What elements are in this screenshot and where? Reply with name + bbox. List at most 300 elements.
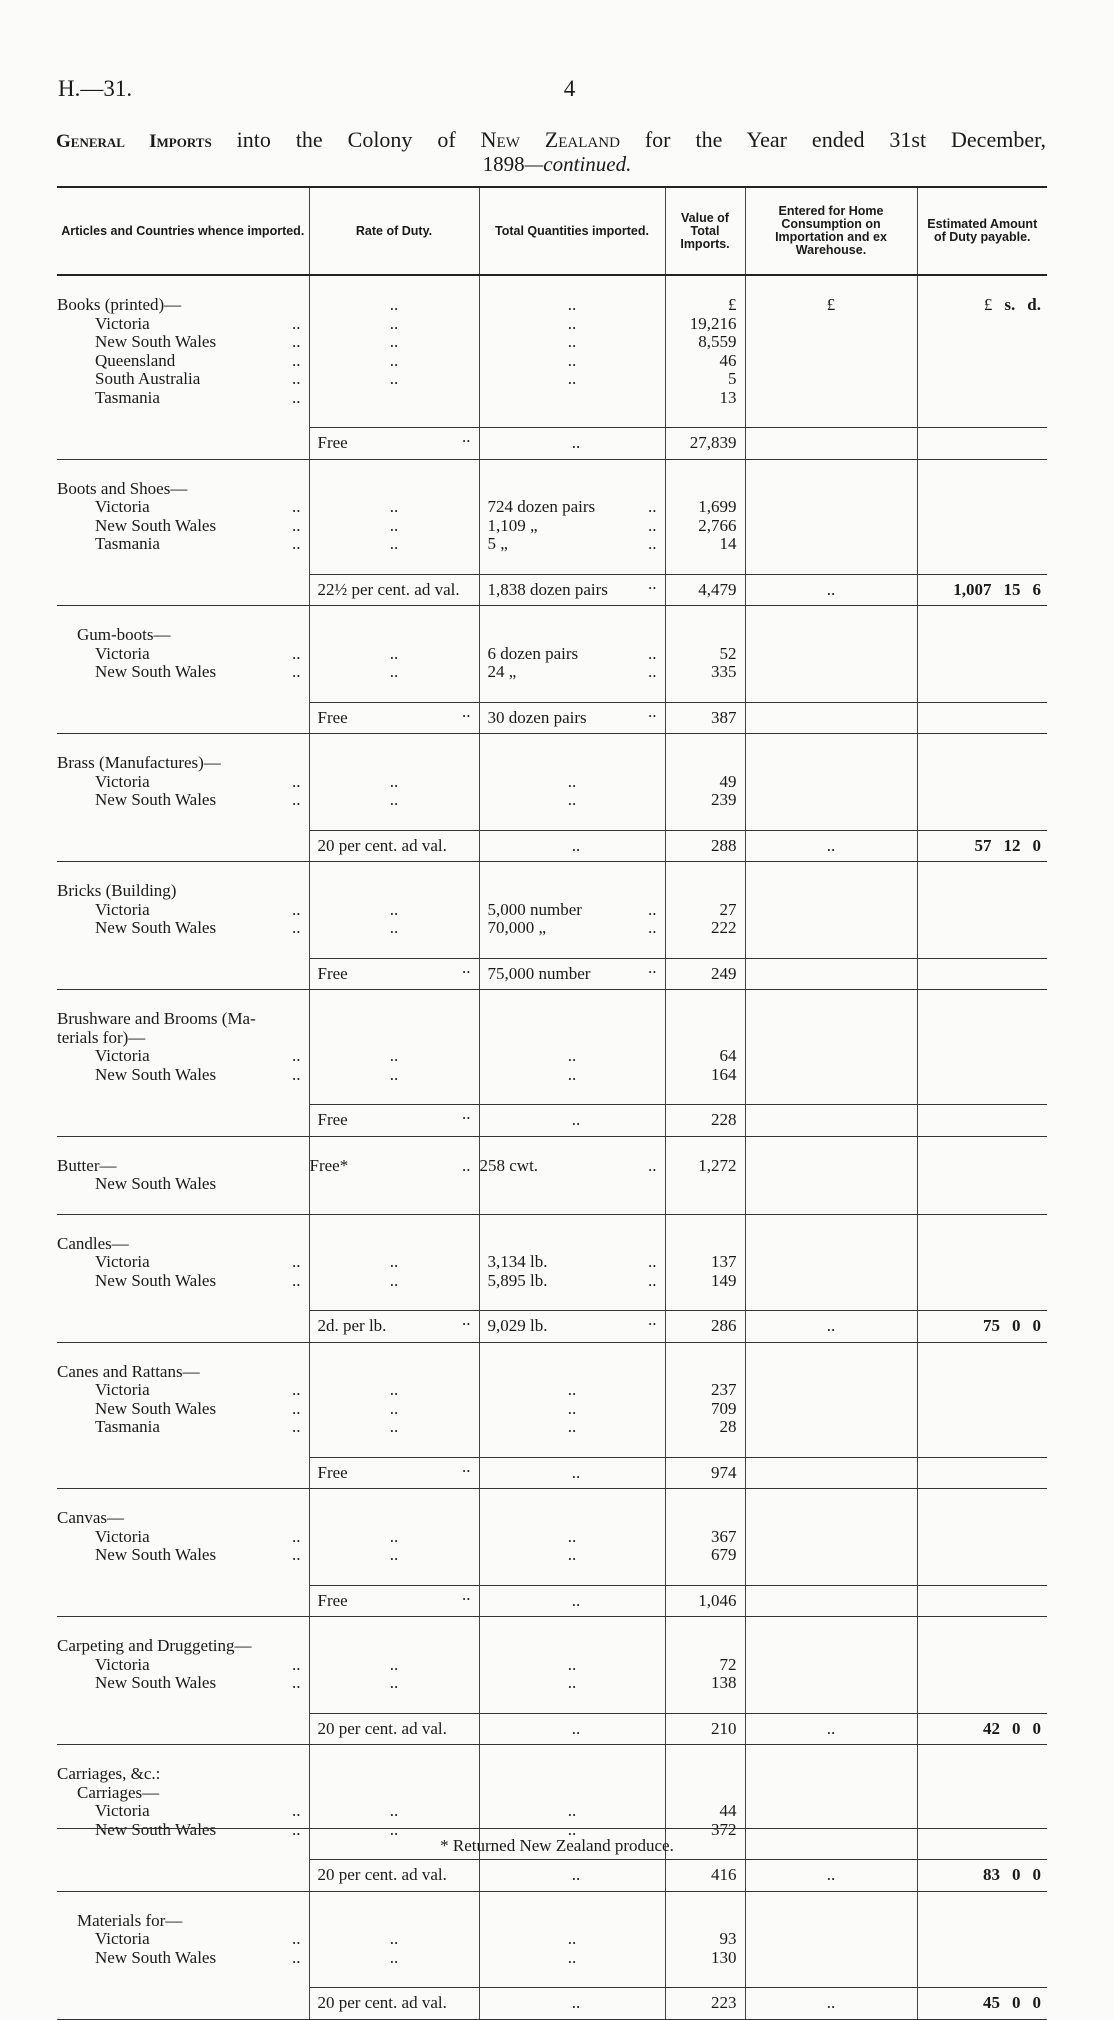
- import-value: 164: [711, 1065, 737, 1084]
- spacer: [918, 791, 1048, 810]
- spacer: [480, 1343, 665, 1363]
- article-heading: Books (printed)—: [57, 296, 182, 314]
- spacer: [310, 810, 479, 830]
- total-value-cell: [665, 1311, 745, 1343]
- rate-text: Free: [317, 1110, 348, 1129]
- spacer: [746, 1892, 917, 1912]
- total-rate-cell: [309, 1585, 479, 1617]
- country-text: Tasmania: [95, 1418, 160, 1436]
- spacer: [666, 1765, 745, 1784]
- spacer: [666, 1235, 745, 1254]
- spacer: [746, 773, 917, 792]
- spacer: [746, 1047, 917, 1066]
- country-text: Tasmania: [95, 535, 160, 553]
- spacer: [666, 734, 745, 754]
- country-text: New South Wales: [95, 333, 217, 351]
- rate-text: 22½ per cent. ad val.: [317, 579, 460, 599]
- rate-cell: [309, 459, 479, 574]
- spacer: [480, 1010, 665, 1029]
- article-heading: Candles—: [57, 1234, 129, 1253]
- total-quantity: ..: [571, 1590, 581, 1610]
- section-row: [57, 734, 1047, 831]
- spacer: [57, 1693, 309, 1713]
- page-number: 4: [563, 76, 576, 101]
- total-value: 210: [711, 1718, 737, 1738]
- articles-cell: [57, 862, 309, 959]
- total-entered-cell: [745, 1457, 917, 1489]
- duty-part: 0: [1012, 1993, 1021, 2012]
- rate-dots: ..: [389, 351, 399, 370]
- leader-dots: ..: [462, 958, 471, 977]
- spacer: [310, 480, 479, 499]
- leader-dots: ..: [292, 1065, 301, 1084]
- spacer: [746, 938, 917, 958]
- leader-dots: ..: [648, 1271, 657, 1290]
- entered-cell: [745, 1214, 917, 1311]
- quantity-dots: ..: [567, 1527, 577, 1546]
- spacer: [480, 1745, 665, 1765]
- country-text: Queensland: [95, 351, 176, 370]
- spacer: [57, 554, 309, 574]
- duty-cell: [917, 606, 1047, 703]
- country-name: [57, 791, 309, 810]
- spacer: [918, 1047, 1048, 1066]
- import-value: 44: [719, 1802, 737, 1820]
- rate-dots: ..: [389, 1655, 399, 1674]
- leader-dots: ..: [292, 919, 301, 937]
- total-quantity-cell: [479, 958, 665, 990]
- spacer: [918, 626, 1048, 645]
- quantity-cell: [479, 459, 665, 574]
- duty-cell: [917, 1489, 1047, 1586]
- import-value: 335: [711, 663, 737, 681]
- value-cell: [665, 1891, 745, 1988]
- rate-cell: [309, 734, 479, 831]
- entered-cell: [745, 862, 917, 959]
- articles-cell: [57, 428, 309, 460]
- country-text: Victoria: [95, 1253, 150, 1271]
- leader-dots: ..: [292, 1253, 301, 1271]
- total-value-cell: [665, 1457, 745, 1489]
- spacer: [57, 407, 309, 427]
- spacer: [310, 389, 479, 409]
- spacer: [746, 1674, 917, 1693]
- total-entered: ..: [826, 1865, 836, 1884]
- spacer: [310, 754, 479, 773]
- spacer: [310, 1784, 479, 1803]
- rate-value: [310, 1157, 479, 1176]
- leader-dots: ..: [648, 919, 657, 937]
- articles-cell: [57, 734, 309, 831]
- rate-cell: [309, 1617, 479, 1714]
- spacer: [746, 1084, 917, 1104]
- total-rate-cell: [309, 1988, 479, 2020]
- spacer: [310, 1029, 479, 1048]
- quantity-value: [480, 535, 665, 554]
- currency-symbol: £: [826, 296, 836, 314]
- spacer: [918, 1674, 1048, 1693]
- quantity-text: 70,000 „: [487, 919, 547, 937]
- spacer: [918, 1137, 1048, 1157]
- country-name: [57, 1400, 309, 1419]
- total-quantity-cell: [479, 830, 665, 862]
- spacer: [57, 682, 309, 702]
- spacer: [666, 1029, 745, 1048]
- import-value: 138: [711, 1674, 737, 1692]
- section-row: [57, 1891, 1047, 1988]
- spacer: [746, 333, 917, 352]
- spacer: [310, 882, 479, 901]
- rate-dots: ..: [389, 772, 399, 791]
- article-heading: Canvas—: [57, 1509, 125, 1527]
- total-duty: [918, 575, 1048, 606]
- spacer: [918, 1084, 1048, 1104]
- import-value: 149: [711, 1271, 737, 1290]
- country-text: Victoria: [95, 1527, 150, 1546]
- leader-dots: ..: [292, 1820, 301, 1839]
- spacer: [666, 1175, 745, 1195]
- total-value: 286: [711, 1316, 737, 1335]
- total-duty: [918, 1311, 1048, 1342]
- value-cell: [665, 1214, 745, 1311]
- rate-dots: ..: [389, 1271, 399, 1290]
- spacer: [918, 919, 1048, 938]
- duty-cell: [917, 1891, 1047, 1988]
- section-total-row: [57, 574, 1047, 606]
- spacer: [666, 882, 745, 901]
- spacer: [918, 1253, 1048, 1272]
- spacer: [480, 1892, 665, 1912]
- total-value-cell: [665, 1860, 745, 1892]
- country-name: [57, 1546, 309, 1565]
- spacer: [480, 1765, 665, 1784]
- country-name: [57, 1674, 309, 1693]
- total-rate-cell: [309, 1311, 479, 1343]
- spacer: [746, 791, 917, 810]
- spacer: [57, 1137, 309, 1157]
- total-value-cell: [665, 958, 745, 990]
- spacer: [746, 460, 917, 480]
- leader-dots: ..: [648, 498, 657, 516]
- quantity-text: 258 cwt.: [479, 1156, 539, 1175]
- section-total-row: [57, 1457, 1047, 1489]
- spacer: [310, 1967, 479, 1987]
- spacer: [918, 734, 1048, 754]
- total-quantity-cell: [479, 1311, 665, 1343]
- spacer: [57, 1084, 309, 1104]
- total-entered-cell: [745, 958, 917, 990]
- total-duty-cell: [917, 428, 1047, 460]
- country-text: Victoria: [95, 644, 150, 663]
- articles-cell: [57, 1617, 309, 1714]
- quantity-dots: ..: [567, 1047, 577, 1065]
- spacer: [746, 480, 917, 499]
- spacer: [746, 1930, 917, 1949]
- country-text: South Australia: [95, 370, 201, 388]
- rate-text: 20 per cent. ad val.: [317, 1718, 447, 1738]
- country-text: Victoria: [95, 1655, 150, 1674]
- total-duty: [918, 703, 1048, 734]
- country-text: New South Wales: [95, 1546, 217, 1564]
- quantity-dots: ..: [567, 1802, 577, 1820]
- spacer: [746, 1565, 917, 1585]
- duty-part: 83: [983, 1865, 1000, 1884]
- leader-dots: ..: [292, 314, 301, 333]
- articles-cell: [57, 1105, 309, 1137]
- import-value: 709: [711, 1399, 737, 1418]
- value-cell: [665, 862, 745, 959]
- spacer: [310, 734, 479, 754]
- total-duty: [918, 959, 1048, 990]
- total-rate: [310, 831, 479, 862]
- country-text: New South Wales: [95, 1399, 217, 1418]
- spacer: [57, 1745, 309, 1765]
- col-header-articles: Articles and Countries whence imported.: [57, 187, 309, 275]
- spacer: [918, 1343, 1048, 1363]
- articles-cell: [57, 1214, 309, 1311]
- rate-text: Free: [317, 1590, 348, 1610]
- spacer: [57, 830, 309, 849]
- spacer: [666, 460, 745, 480]
- section-row: [57, 1136, 1047, 1214]
- quantity-dots: ..: [567, 772, 577, 791]
- entered-cell: [745, 606, 917, 703]
- section-row: [57, 990, 1047, 1105]
- country-name: [57, 1949, 309, 1968]
- articles-cell: [57, 574, 309, 606]
- country-text: New South Wales: [95, 516, 217, 535]
- country-name: New South Wales: [95, 1175, 217, 1193]
- quantity-dots: ..: [567, 1065, 577, 1084]
- spacer: [57, 428, 309, 447]
- spacer: [746, 990, 917, 1010]
- spacer: [666, 1363, 745, 1382]
- spacer: [918, 606, 1048, 626]
- spacer: [310, 606, 479, 626]
- spacer: [918, 1784, 1048, 1803]
- duty-part: 42: [983, 1718, 1000, 1738]
- spacer: [746, 1765, 917, 1784]
- articles-cell: [57, 1713, 309, 1745]
- total-value-cell: [665, 1105, 745, 1137]
- total-quantity-cell: [479, 428, 665, 460]
- spacer: [666, 554, 745, 574]
- spacer: [746, 754, 917, 773]
- spacer: [918, 1029, 1048, 1048]
- country-name: [57, 1930, 309, 1949]
- total-value-cell: [665, 1988, 745, 2020]
- total-entered-cell: [745, 702, 917, 734]
- entered-cell: [745, 734, 917, 831]
- quantity-cell: [479, 1214, 665, 1311]
- spacer: [918, 645, 1048, 664]
- import-value: 52: [719, 644, 737, 663]
- spacer: [57, 1489, 309, 1509]
- leader-dots: ..: [462, 1105, 471, 1123]
- spacer: [918, 498, 1048, 517]
- leader-dots: ..: [292, 772, 301, 791]
- import-value: 8,559: [698, 333, 737, 351]
- articles-cell: [57, 702, 309, 734]
- section-row: [57, 459, 1047, 574]
- total-rate-cell: [309, 1860, 479, 1892]
- spacer: [918, 990, 1048, 1010]
- spacer: [310, 1363, 479, 1382]
- country-text: New South Wales: [95, 1065, 217, 1084]
- rate-dots: ..: [389, 1930, 399, 1948]
- rate-text: Free: [317, 433, 348, 452]
- leader-dots: ..: [292, 535, 301, 553]
- spacer: [480, 1617, 665, 1637]
- rate-cell: [309, 862, 479, 959]
- section-total-row: [57, 1105, 1047, 1137]
- col-header-duty: Estimated Amount of Duty payable.: [917, 187, 1047, 275]
- country-text: New South Wales: [95, 1271, 217, 1290]
- spacer: [746, 1967, 917, 1987]
- spacer: [918, 1565, 1048, 1585]
- total-quantity: ..: [571, 1993, 581, 2012]
- spacer: [480, 1637, 665, 1656]
- total-quantity: [480, 575, 665, 606]
- total-value: 228: [711, 1110, 737, 1129]
- spacer: [918, 1745, 1048, 1765]
- duty-cell: [917, 459, 1047, 574]
- spacer: [480, 1437, 665, 1457]
- quantity-cell: [479, 1489, 665, 1586]
- duty-cell: [917, 275, 1047, 428]
- duty-part: 0: [1012, 1316, 1021, 1335]
- entered-cell: [745, 275, 917, 428]
- country-text: Victoria: [95, 1930, 150, 1948]
- leader-dots: ..: [462, 1585, 471, 1604]
- country-name: [57, 645, 309, 664]
- spacer: [666, 1892, 745, 1912]
- spacer: [57, 1311, 309, 1330]
- value-cell: [665, 990, 745, 1105]
- spacer: [310, 1892, 479, 1912]
- duty-cell: [917, 1214, 1047, 1311]
- footnote: * Returned New Zealand produce.: [440, 1836, 674, 1855]
- articles-cell: [57, 1988, 309, 2020]
- country-name: [57, 1272, 309, 1291]
- total-duty-cell: [917, 1860, 1047, 1892]
- spacer: [746, 1745, 917, 1765]
- total-entered: ..: [826, 579, 836, 599]
- total-duty-cell: [917, 574, 1047, 606]
- duty-cell: [917, 1136, 1047, 1214]
- spacer: [57, 1437, 309, 1457]
- spacer: [480, 389, 665, 409]
- spacer: [310, 1235, 479, 1254]
- import-value: 239: [711, 791, 737, 809]
- country-name: [57, 1802, 309, 1821]
- leader-dots: ..: [292, 1527, 301, 1546]
- duty-part: 45: [983, 1993, 1000, 2012]
- section-total-row: [57, 428, 1047, 460]
- import-value: 49: [719, 772, 737, 791]
- total-rate-cell: [309, 574, 479, 606]
- spacer: [57, 1617, 309, 1637]
- total-rate-cell: [309, 830, 479, 862]
- entered-cell: [745, 1617, 917, 1714]
- document-reference: H.—31.: [58, 76, 133, 101]
- spacer: [480, 1290, 665, 1310]
- total-quantity: ..: [571, 1462, 581, 1482]
- spacer: [666, 1215, 745, 1235]
- spacer: [480, 734, 665, 754]
- import-value: 27: [719, 900, 737, 919]
- total-entered-cell: [745, 1988, 917, 2020]
- spacer: [918, 1528, 1048, 1547]
- leader-dots: ..: [292, 351, 301, 370]
- spacer: [57, 1105, 309, 1124]
- spacer: [918, 1290, 1048, 1310]
- article-heading: Brushware and Brooms (Ma-: [57, 1010, 256, 1028]
- spacer: [918, 1912, 1048, 1931]
- spacer: [480, 480, 665, 499]
- spacer: [918, 1693, 1048, 1713]
- spacer: [666, 1617, 745, 1637]
- total-duty: [918, 831, 1048, 862]
- total-entered-cell: [745, 428, 917, 460]
- import-value: 46: [719, 351, 737, 370]
- duty-part: 0: [1012, 1718, 1021, 1738]
- spacer: [310, 1343, 479, 1363]
- duty-part: 0: [1012, 1865, 1021, 1884]
- spacer: [746, 1343, 917, 1363]
- rate-dots: ..: [389, 370, 399, 388]
- spacer: [666, 682, 745, 702]
- spacer: [918, 460, 1048, 480]
- duty-part: 75: [983, 1316, 1000, 1335]
- spacer: [918, 1066, 1048, 1085]
- leader-dots: ..: [648, 644, 657, 663]
- duty-part: 0: [1032, 1993, 1041, 2012]
- spacer: [57, 1565, 309, 1585]
- duty-cell: [917, 1342, 1047, 1457]
- value-cell: [665, 459, 745, 574]
- spacer: [918, 901, 1048, 920]
- import-value: 93: [719, 1930, 737, 1948]
- leader-dots: ..: [292, 333, 301, 351]
- total-rate: [310, 703, 479, 734]
- leader-dots: ..: [292, 1047, 301, 1065]
- quantity-value: [480, 663, 665, 682]
- spacer: [746, 901, 917, 920]
- value-cell: [665, 734, 745, 831]
- country-name: [57, 1418, 309, 1437]
- total-duty: [918, 1458, 1048, 1489]
- imports-table: [57, 186, 1047, 2020]
- spacer: [746, 1437, 917, 1457]
- total-entered: ..: [826, 1993, 836, 2012]
- spacer: [310, 1137, 479, 1157]
- rate-cell: [309, 1342, 479, 1457]
- leader-dots: ..: [292, 1930, 301, 1948]
- total-duty-cell: [917, 1585, 1047, 1617]
- spacer: [918, 1400, 1048, 1419]
- spacer: [666, 862, 745, 882]
- quantity-cell: [479, 734, 665, 831]
- section-total-row: [57, 830, 1047, 862]
- country-name: [57, 773, 309, 792]
- leader-dots: ..: [462, 702, 471, 721]
- total-entered: [746, 1458, 917, 1489]
- duty-part: 0: [1032, 1718, 1041, 1738]
- total-quantity-cell: [479, 574, 665, 606]
- entered-cell: [745, 1342, 917, 1457]
- spacer: [918, 1363, 1048, 1382]
